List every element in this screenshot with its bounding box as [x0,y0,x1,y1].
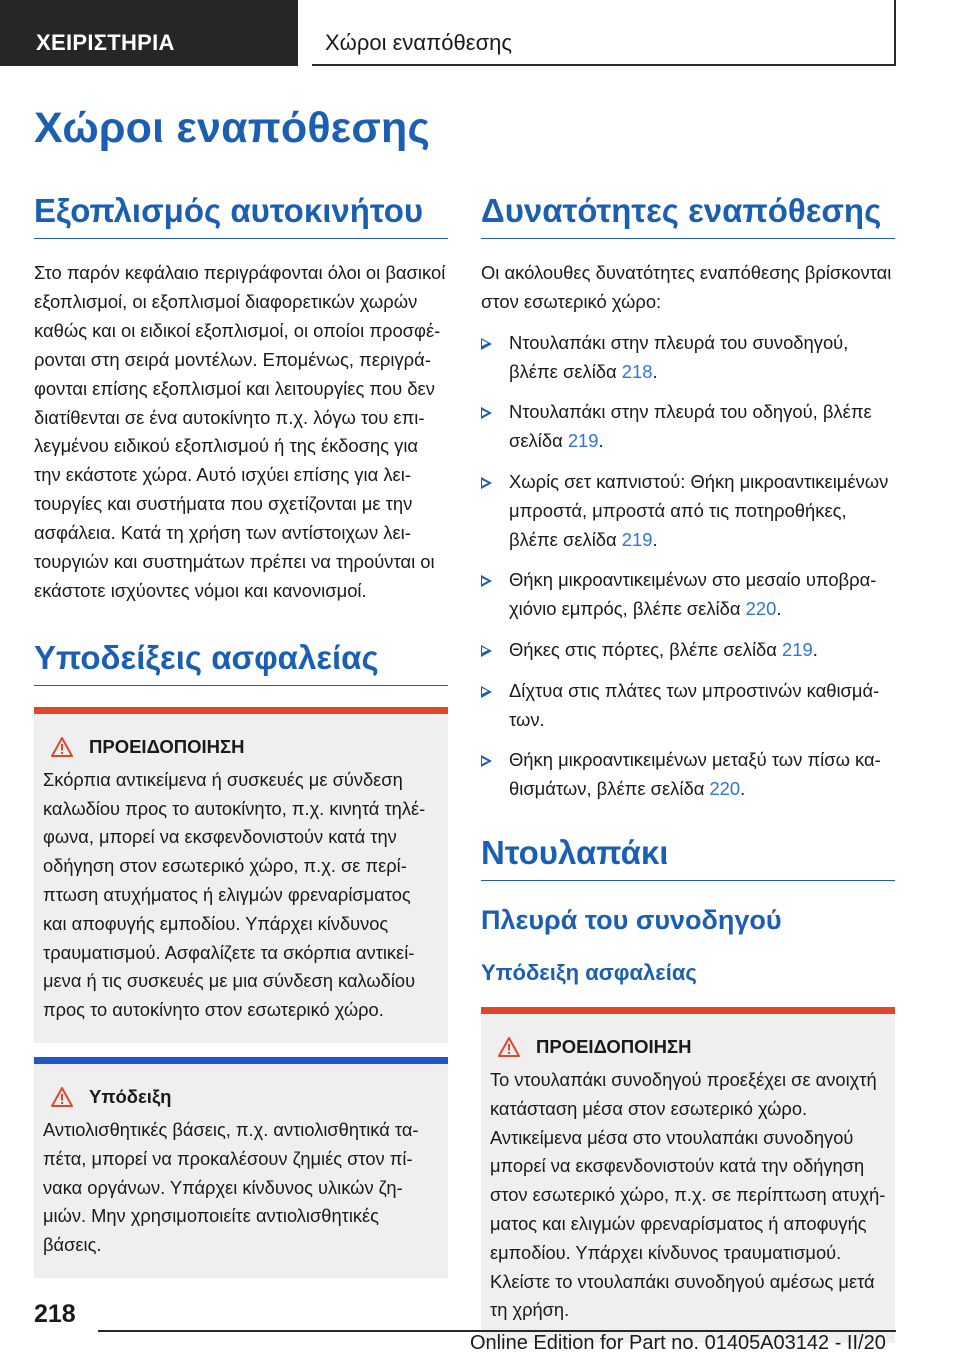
right-column [481,192,895,1343]
page-reference-link[interactable]: 219 [621,528,653,550]
page-reference-link[interactable]: 220 [745,598,777,620]
glovebox-warning-title: ΠΡΟΕΙΔΟΠΟΙΗΣΗ [536,1035,692,1057]
page-title: Χώροι εναπόθεσης [34,104,431,152]
list-item-end: . [652,360,658,382]
list-item [481,566,895,624]
options-heading: Δυνατότητες εναπόθεσης [481,192,895,239]
list-item-end: . [598,430,604,452]
chapter-tab: ΧΕΙΡΙΣΤΗΡΙΑ [0,0,298,66]
warning-text: Σκόρπια αντικείμενα ή συσκευές με σύνδεση καλωδίου προς το αυτοκίνητο, π.χ. κινητά τηλέφωνα, μπορεί να εκσφενδονιστούν κατά την οδήγηση στον εσωτερικό χώρο, π.χ. σε περίπτωση ατυχήματος ή ελιγμών φρεναρίσματος και αποφυγής εμποδίου. Υπάρχει κίνδυνος τραυματισμού. Ασφαλίζετε τα σκόρπια αντικείμενα ή τις συσκευές με μια σύνδεση καλωδίου προς το αυτοκίνητο στον εσωτερικό χώρο. [43,768,426,1021]
list-item-end: . [776,598,782,620]
list-item-end: . [812,638,818,660]
list-item-text: Θήκη μικροαντικειμένων στο μεσαίο υποβραχιόνιο εμπρός, βλέπε σελίδα [509,569,877,620]
page-number: 218 [34,1300,76,1328]
list-item [481,636,895,665]
page-reference-link[interactable]: 218 [621,360,653,382]
bullet-triangle-icon [481,338,492,350]
glovebox-heading: Ντουλαπάκι [481,834,895,881]
bullet-triangle-icon [481,575,492,587]
options-intro: Οι ακόλουθες δυνατότητες εναπόθεσης βρίσκονται στον εσωτερικό χώρο: [481,262,892,312]
page-reference-link[interactable]: 219 [782,638,813,660]
equipment-text: Στο παρόν κεφάλαιο περιγράφονται όλοι οι βασικοί εξοπλισμοί, οι εξοπλισμοί διαφορετικών χωρών καθώς και οι ειδικοί εξοπλισμοί, οι οποίοι προσφέρονται στη σειρά μοντέλων. Επομένως, περιγράφονται επίσης εξοπλισμοί και λειτουργίες που δεν διατίθενται σε ένα αυτοκίνητο π.χ. λόγω του επιλεγμένου ειδικού εξοπλισμού ή της έκδοσης για την εκάστοτε χώρα. Αυτό ισχύει επίσης για λειτουργίες και συστήματα που σχετίζονται με την ασφάλεια. Κατά τη χρήση των αντίστοιχων λειτουργιών και συστημάτων πρέπει να τηρούνται οι εκάστοτε ισχύοντες νόμοι και κανονισμοί. [34,262,446,601]
bullet-triangle-icon [481,686,492,698]
bullet-triangle-icon [481,477,492,489]
glovebox-warning-text: Το ντουλαπάκι συνοδηγού προεξέχει σε ανοιχτή κατάσταση μέσα στον εσωτερικό χώρο. Αντικείμενα μέσα στο ντουλαπάκι συνοδηγού μπορεί να εκσφενδονιστούν κατά την οδήγηση στον εσωτερικό χώρο, π.χ. σε περίπτωση ατυχήματος και ελιγμών φρεναρίσματος ή αποφυγής εμποδίου. Υπάρχει κίνδυνος τραυματισμού. Κλείστε το ντουλαπάκι συνοδηγού αμέσως μετά τη χρήση. [490,1068,886,1321]
list-item [481,329,895,387]
page-header [0,0,960,70]
list-item-text: Ντουλαπάκι στην πλευρά του οδηγού, βλέπε σελίδα [509,401,872,452]
glovebox-warning-box [481,1007,895,1343]
storage-options-list [481,329,895,804]
list-item [481,677,895,735]
warning-triangle-icon [51,737,73,757]
page-footer [0,1296,960,1362]
list-item-text: Δίχτυα στις πλάτες των μπροστινών καθισμάτων. [509,679,880,730]
list-item-text: Χωρίς σετ καπνιστού: Θήκη μικροαντικειμένων μπροστά, μπροστά από τις ποτηροθήκες, βλέπε σελίδα [509,471,889,550]
warning-box [34,707,448,1043]
safety-note-heading: Υπόδειξη ασφαλείας [481,959,697,985]
bullet-triangle-icon [481,407,492,419]
left-column [34,192,448,1278]
section-tab: Χώροι εναπόθεσης [312,0,896,66]
safety-heading: Υποδείξεις ασφαλείας [34,639,448,686]
list-item-text: Ντουλαπάκι στην πλευρά του συνοδηγού, βλέπε σελίδα [509,331,849,382]
bullet-triangle-icon [481,755,492,767]
warning-triangle-icon [51,1087,73,1107]
edition-note: Online Edition for Part no. 01405A03142 - II/20 [470,1332,886,1354]
list-item [481,746,895,804]
warning-title: ΠΡΟΕΙΔΟΠΟΙΗΣΗ [89,735,245,757]
passenger-side-heading: Πλευρά του συνοδηγού [481,904,782,935]
equipment-heading: Εξοπλισμός αυτοκινήτου [34,192,448,239]
list-item [481,468,895,554]
bullet-triangle-icon [481,645,492,657]
list-item-text: Θήκες στις πόρτες, βλέπε σελίδα [509,638,783,660]
list-item-end: . [740,778,746,800]
notice-title: Υπόδειξη [89,1086,172,1108]
notice-text: Αντιολισθητικές βάσεις, π.χ. αντιολισθητικά ταπέτα, μπορεί να προκαλέσουν ζημιές στον πίνακα οργάνων. Υπάρχει κίνδυνος υλικών ζημιών. Μην χρησιμοποιείτε αντιολισθητικές βάσεις. [43,1119,419,1256]
page-reference-link[interactable]: 220 [709,778,741,800]
list-item-end: . [652,528,658,550]
list-item-text: Θήκη μικροαντικειμένων μεταξύ των πίσω καθισμάτων, βλέπε σελίδα [509,749,881,800]
warning-triangle-icon [498,1037,520,1057]
list-item [481,398,895,456]
notice-box [34,1057,448,1278]
page-reference-link[interactable]: 219 [567,430,599,452]
